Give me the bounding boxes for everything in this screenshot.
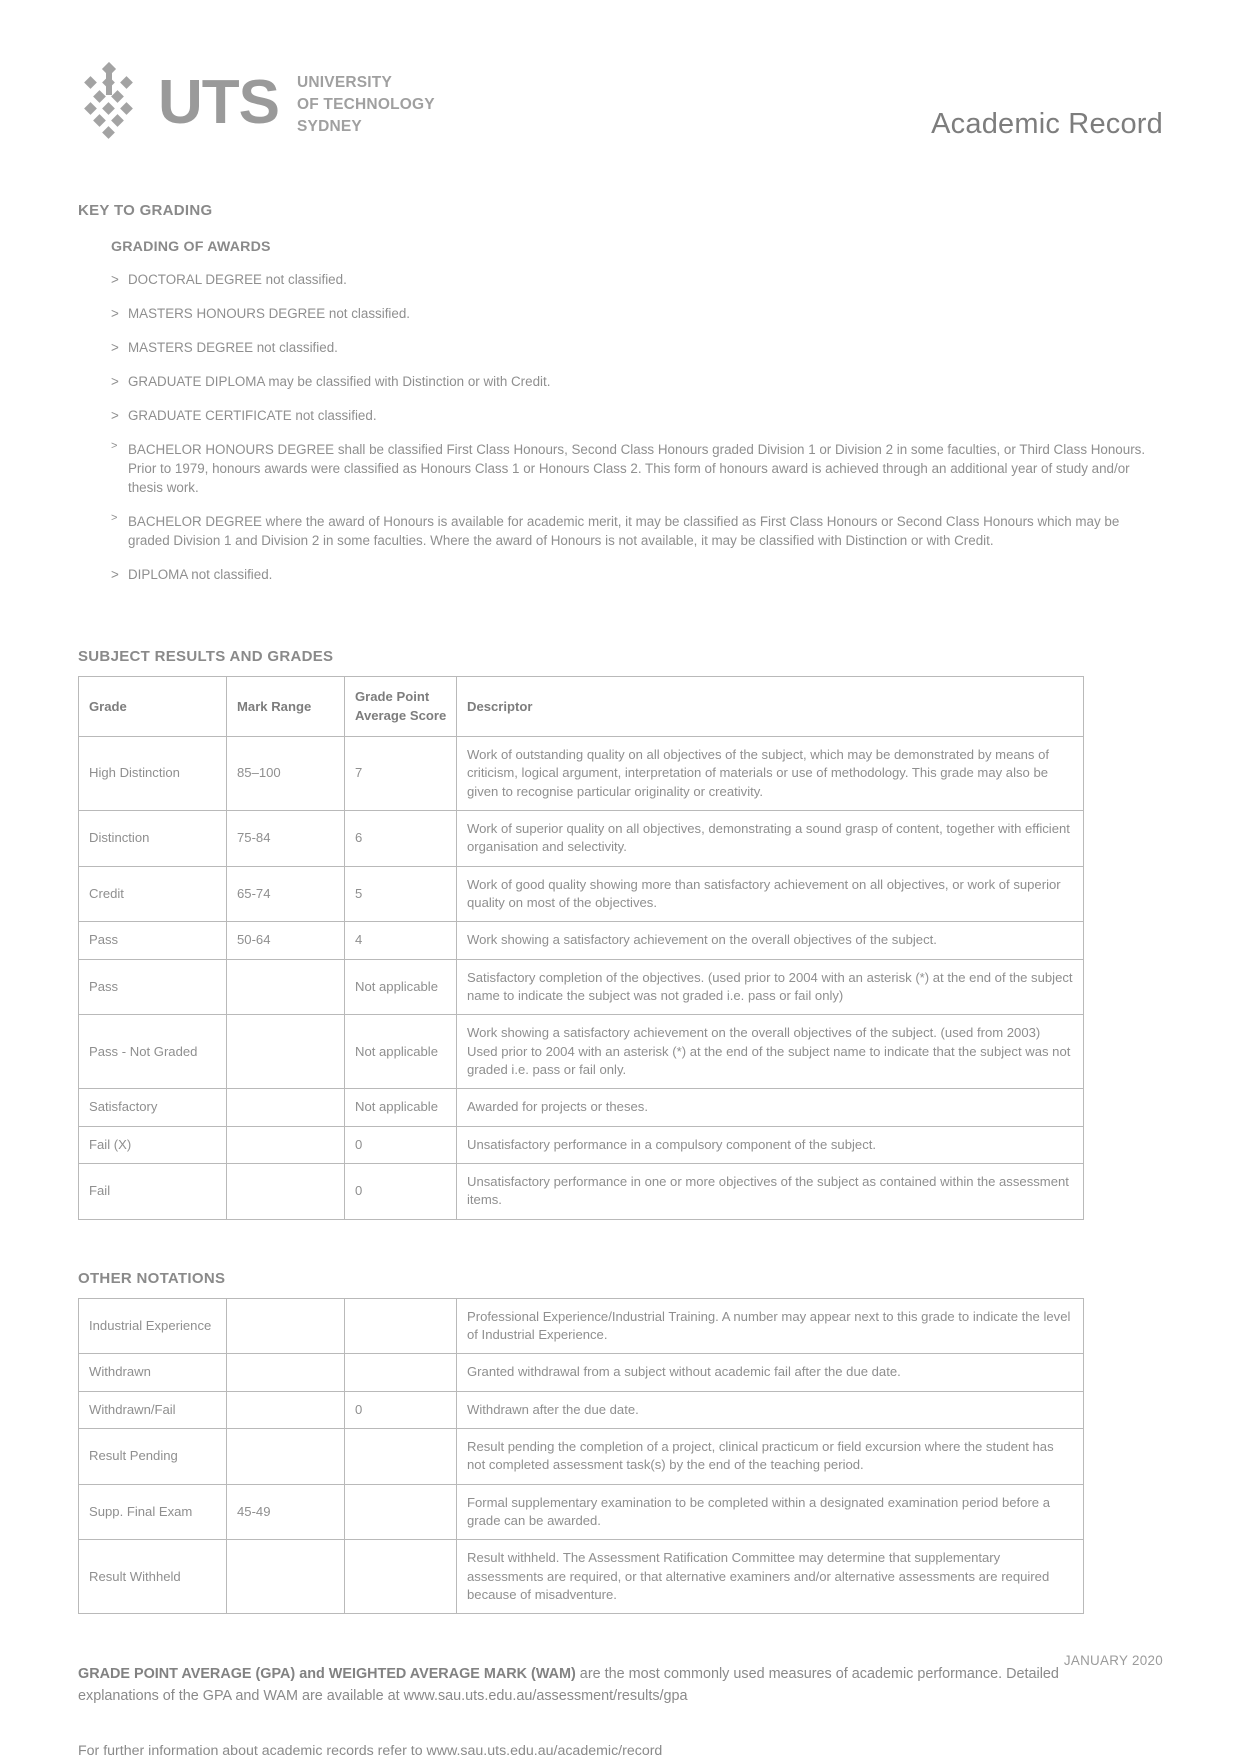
award-list-item — [111, 338, 1163, 357]
column-header-grade: Grade — [79, 677, 227, 737]
descriptor-cell: Professional Experience/Industrial Training. A number may appear next to this grade to indicate the level of Industrial Experience. — [457, 1298, 1084, 1354]
gpa-wam-note-bold: GRADE POINT AVERAGE (GPA) and WEIGHTED AVERAGE MARK (WAM) — [78, 1666, 576, 1683]
mark-range-cell — [227, 1015, 345, 1089]
grade-cell: Result Pending — [79, 1428, 227, 1484]
mark-range-cell — [227, 1391, 345, 1428]
university-line-3: SYDNEY — [297, 117, 362, 135]
bullet-marker-icon: > — [111, 374, 119, 390]
award-name: BACHELOR DEGREE — [128, 514, 262, 530]
university-line-2: OF TECHNOLOGY — [297, 95, 435, 113]
award-name: GRADUATE CERTIFICATE — [128, 408, 292, 424]
bullet-marker-icon: > — [111, 567, 119, 583]
gpa-wam-note-rest: are the most commonly used measures of academic performance. Detailed explanations of the GPA and WAM are available at www.sau.uts.edu.au/assessment/results/gpa — [78, 1666, 1059, 1704]
bullet-marker-icon: > — [111, 306, 119, 322]
award-description: not classified. — [291, 408, 377, 424]
award-list-item — [111, 440, 1163, 497]
descriptor-cell: Result withheld. The Assessment Ratification Committee may determine that supplementary assessments are required, or that alternative examiners and/or alternative assessments are required because of misadventure. — [457, 1540, 1084, 1614]
descriptor-cell: Work showing a satisfactory achievement on the overall objectives of the subject. — [457, 922, 1084, 959]
grade-cell: Credit — [79, 866, 227, 922]
award-description: not classified. — [325, 306, 411, 322]
gpa-score-cell: 7 — [345, 737, 457, 811]
table-row — [79, 1354, 1084, 1391]
grade-cell: Supp. Final Exam — [79, 1484, 227, 1540]
table-row — [79, 1298, 1084, 1354]
other-notations-table-body — [79, 1298, 1084, 1614]
gpa-header-line-2: Average Score — [355, 707, 447, 723]
descriptor-cell: Withdrawn after the due date. — [457, 1391, 1084, 1428]
award-name: BACHELOR HONOURS DEGREE — [128, 442, 335, 458]
gpa-score-cell: Not applicable — [345, 1015, 457, 1089]
descriptor-cell: Unsatisfactory performance in a compulsory component of the subject. — [457, 1126, 1084, 1163]
bullet-marker-icon: > — [111, 440, 118, 453]
table-row — [79, 922, 1084, 959]
table-row — [79, 1015, 1084, 1089]
award-list-item — [111, 406, 1163, 425]
mark-range-cell: 50-64 — [227, 922, 345, 959]
gpa-score-cell — [345, 1428, 457, 1484]
subject-results-table-head — [79, 677, 1084, 737]
grade-cell: Pass — [79, 959, 227, 1015]
award-list-item-text — [128, 406, 1163, 425]
bullet-marker-icon: > — [111, 512, 118, 525]
gpa-score-cell — [345, 1540, 457, 1614]
grade-cell: Withdrawn/Fail — [79, 1391, 227, 1428]
award-list-item-text — [128, 440, 1163, 497]
award-name: MASTERS HONOURS DEGREE — [128, 306, 326, 322]
gpa-score-cell: Not applicable — [345, 959, 457, 1015]
mark-range-cell — [227, 959, 345, 1015]
descriptor-cell: Unsatisfactory performance in one or more objectives of the subject as contained within the assessment items. — [457, 1163, 1084, 1219]
grade-cell: Fail (X) — [79, 1126, 227, 1163]
column-header-mark-range: Mark Range — [227, 677, 345, 737]
table-row — [79, 1163, 1084, 1219]
bullet-marker-icon: > — [111, 340, 119, 356]
descriptor-cell: Work showing a satisfactory achievement on the overall objectives of the subject. (used from 2003) Used prior to 2004 with an asterisk (*) at the end of the subject name to indicate that the subject was not graded i.e. pass or fail only. — [457, 1015, 1084, 1089]
descriptor-cell: Work of outstanding quality on all objectives of the subject, which may be demonstrated by means of criticism, logical argument, interpretation of materials or use of methodology. This grade may also be given to recognise particular originality or creativity. — [457, 737, 1084, 811]
grade-cell: Fail — [79, 1163, 227, 1219]
key-to-grading-heading: KEY TO GRADING — [78, 202, 213, 219]
award-list-item-text — [128, 565, 1163, 584]
award-list-item-text — [128, 338, 1163, 357]
award-name: DOCTORAL DEGREE — [128, 272, 262, 287]
award-list-item-text — [128, 512, 1163, 550]
award-description: not classified. — [261, 272, 347, 287]
table-row — [79, 810, 1084, 866]
grade-cell: Satisfactory — [79, 1089, 227, 1126]
further-information-note: For further information about academic records refer to www.sau.uts.edu.au/academic/record — [78, 1743, 663, 1759]
table-row — [79, 1126, 1084, 1163]
grade-cell: Distinction — [79, 810, 227, 866]
award-name: DIPLOMA — [128, 567, 188, 583]
table-row — [79, 959, 1084, 1015]
award-description: shall be classified First Class Honours, Second Class Honours graded Division 1 or Division 2 in some faculties, or Third Class Honours. Prior to 1979, honours awards were classified as Honours Class 1 or Honours Class 2. This form of honours award is achieved through an additional year of study and/or thesis work. — [128, 442, 1146, 496]
mark-range-cell: 85–100 — [227, 737, 345, 811]
mark-range-cell — [227, 1354, 345, 1391]
column-header-descriptor: Descriptor — [457, 677, 1084, 737]
gpa-score-cell — [345, 1484, 457, 1540]
grade-cell: Pass — [79, 922, 227, 959]
grade-cell: High Distinction — [79, 737, 227, 811]
table-row — [79, 1089, 1084, 1126]
descriptor-cell: Granted withdrawal from a subject without academic fail after the due date. — [457, 1354, 1084, 1391]
page-header — [78, 0, 1163, 144]
award-list-item — [111, 372, 1163, 391]
mark-range-cell — [227, 1089, 345, 1126]
column-header-gpa-score — [345, 677, 457, 737]
grading-of-awards-heading: GRADING OF AWARDS — [111, 239, 271, 255]
gpa-score-cell: 0 — [345, 1391, 457, 1428]
mark-range-cell — [227, 1298, 345, 1354]
gpa-score-cell: 5 — [345, 866, 457, 922]
descriptor-cell: Satisfactory completion of the objectives. (used prior to 2004 with an asterisk (*) at the end of the subject name to indicate the subject was not graded i.e. pass or fail only) — [457, 959, 1084, 1015]
award-name: MASTERS DEGREE — [128, 340, 254, 356]
award-description: may be classified with Distinction or with Credit. — [264, 374, 551, 390]
gpa-wam-note — [78, 1664, 1084, 1707]
grade-cell: Withdrawn — [79, 1354, 227, 1391]
gpa-score-cell: 6 — [345, 810, 457, 866]
university-line-1: UNIVERSITY — [297, 73, 393, 91]
grade-cell: Industrial Experience — [79, 1298, 227, 1354]
other-notations-table — [78, 1298, 1084, 1615]
mark-range-cell: 45-49 — [227, 1484, 345, 1540]
award-list-item-text — [128, 372, 1163, 391]
grade-cell: Pass - Not Graded — [79, 1015, 227, 1089]
mark-range-cell: 75-84 — [227, 810, 345, 866]
grade-cell: Result Withheld — [79, 1540, 227, 1614]
other-notations-table-wrap — [78, 1298, 1163, 1615]
mark-range-cell: 65-74 — [227, 866, 345, 922]
award-description: not classified. — [187, 567, 273, 583]
award-list-item — [111, 565, 1163, 584]
table-row — [79, 1540, 1084, 1614]
mark-range-cell — [227, 1540, 345, 1614]
award-name: GRADUATE DIPLOMA — [128, 374, 265, 390]
descriptor-cell: Formal supplementary examination to be completed within a designated examination period before a grade can be awarded. — [457, 1484, 1084, 1540]
mark-range-cell — [227, 1428, 345, 1484]
table-row — [79, 1428, 1084, 1484]
gpa-score-cell — [345, 1298, 457, 1354]
descriptor-cell: Awarded for projects or theses. — [457, 1089, 1084, 1126]
gpa-score-cell — [345, 1354, 457, 1391]
gpa-score-cell: 4 — [345, 922, 457, 959]
award-list-item — [111, 512, 1163, 550]
bullet-marker-icon: > — [111, 408, 119, 424]
uts-diamond-logo-icon — [78, 62, 140, 144]
mark-range-cell — [227, 1126, 345, 1163]
subject-results-table-wrap — [78, 676, 1163, 1219]
award-list-item — [111, 270, 1163, 289]
uts-wordmark: UTS — [158, 67, 279, 137]
award-description: not classified. — [253, 340, 338, 356]
table-row — [79, 1484, 1084, 1540]
table-header-row — [79, 677, 1084, 737]
award-list-item-text — [128, 270, 1163, 289]
descriptor-cell: Result pending the completion of a project, clinical practicum or field excursion where the student has not completed assessment task(s) by the end of the teaching period. — [457, 1428, 1084, 1484]
other-notations-heading: OTHER NOTATIONS — [78, 1269, 226, 1287]
issue-date: JANUARY 2020 — [1063, 1653, 1163, 1668]
subject-results-table — [78, 676, 1084, 1219]
uts-brand — [78, 62, 435, 144]
table-row — [79, 866, 1084, 922]
gpa-score-cell: 0 — [345, 1163, 457, 1219]
table-row — [79, 737, 1084, 811]
table-row — [79, 1391, 1084, 1428]
grading-of-awards-list — [78, 270, 1163, 584]
subject-results-heading: SUBJECT RESULTS AND GRADES — [78, 648, 334, 666]
gpa-score-cell: Not applicable — [345, 1089, 457, 1126]
subject-results-table-body — [79, 737, 1084, 1220]
award-list-item — [111, 304, 1163, 323]
bullet-marker-icon: > — [111, 272, 119, 287]
mark-range-cell — [227, 1163, 345, 1219]
descriptor-cell: Work of superior quality on all objectives, demonstrating a sound grasp of content, together with efficient organisation and selectivity. — [457, 810, 1084, 866]
award-list-item-text — [128, 304, 1163, 323]
gpa-score-cell: 0 — [345, 1126, 457, 1163]
descriptor-cell: Work of good quality showing more than satisfactory achievement on all objectives, or work of superior quality on most of the objectives. — [457, 866, 1084, 922]
page-title: Academic Record — [931, 108, 1163, 140]
gpa-header-line-1: Grade Point — [355, 689, 430, 705]
university-name — [297, 69, 435, 138]
award-description: where the award of Honours is available for academic merit, it may be classified as First Class Honours or Second Class Honours which may be graded Division 1 and Division 2 in some faculties. Where the award of Honours is not available, it may be classified with Distinction or with Credit. — [128, 514, 1120, 549]
